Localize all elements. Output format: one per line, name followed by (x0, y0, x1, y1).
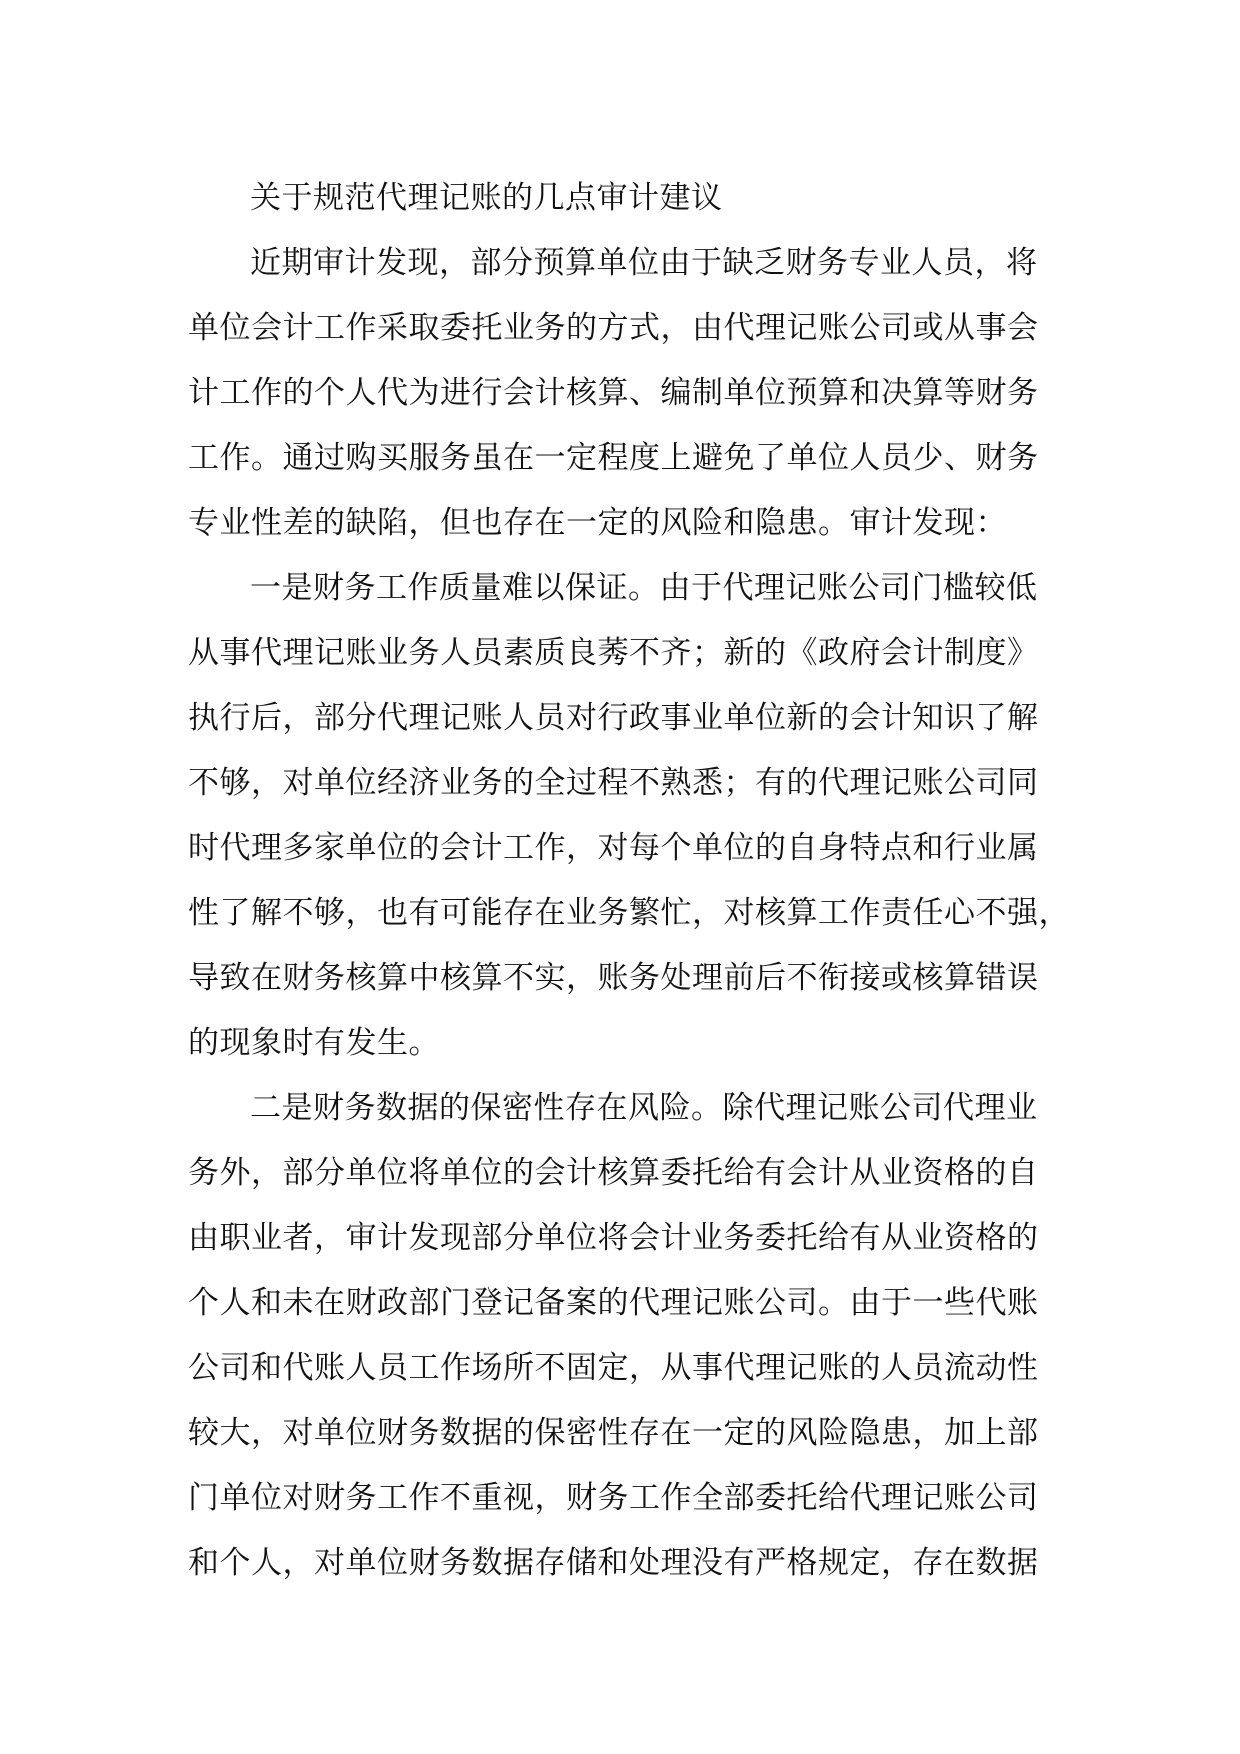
text-line: 近期审计发现，部分预算单位由于缺乏财务专业人员，将 (250, 245, 1038, 281)
text-line: 时代理多家单位的会计工作，对每个单位的自身特点和行业属 (188, 830, 1039, 866)
text-line: 门单位对财务工作不重视，财务工作全部委托给代理记账公司 (188, 1480, 1039, 1516)
text-line: 一是财务工作质量难以保证。由于代理记账公司门槛较低 (250, 570, 1038, 606)
document-body (188, 166, 1088, 1596)
text-line: 务外，部分单位将单位的会计核算委托给有会计从业资格的自 (188, 1155, 1039, 1191)
text-line: 个人和未在财政部门登记备案的代理记账公司。由于一些代账 (188, 1285, 1039, 1321)
text-line: 不够，对单位经济业务的全过程不熟悉；有的代理记账公司同 (188, 765, 1039, 801)
text-line: 的现象时有发生。 (188, 1025, 440, 1061)
text-line: 专业性差的缺陷，但也存在一定的风险和隐患。审计发现： (188, 505, 1007, 541)
text-line: 和个人，对单位财务数据存储和处理没有严格规定，存在数据 (188, 1545, 1039, 1581)
text-line: 工作。通过购买服务虽在一定程度上避免了单位人员少、财务 (188, 440, 1039, 476)
text-line: 导致在财务核算中核算不实，账务处理前后不衔接或核算错误 (188, 960, 1039, 996)
paragraph-3 (188, 1076, 1088, 1596)
text-line: 单位会计工作采取委托业务的方式，由代理记账公司或从事会 (188, 310, 1039, 346)
text-line: 计工作的个人代为进行会计核算、编制单位预算和决算等财务 (188, 375, 1039, 411)
document-title: 关于规范代理记账的几点审计建议 (250, 180, 723, 216)
text-line: 从事代理记账业务人员素质良莠不齐；新的《政府会计制度》 (188, 635, 1039, 671)
text-line: 较大，对单位财务数据的保密性存在一定的风险隐患，加上部 (188, 1415, 1039, 1451)
text-line: 公司和代账人员工作场所不固定，从事代理记账的人员流动性 (188, 1350, 1039, 1386)
paragraph-1 (188, 231, 1088, 556)
paragraph-2 (188, 556, 1088, 1076)
text-line: 由职业者，审计发现部分单位将会计业务委托给有从业资格的 (188, 1220, 1039, 1256)
text-line: 性了解不够，也有可能存在业务繁忙，对核算工作责任心不强， (188, 895, 1070, 931)
text-line: 二是财务数据的保密性存在风险。除代理记账公司代理业 (250, 1090, 1038, 1126)
text-line: 执行后，部分代理记账人员对行政事业单位新的会计知识了解 (188, 700, 1039, 736)
